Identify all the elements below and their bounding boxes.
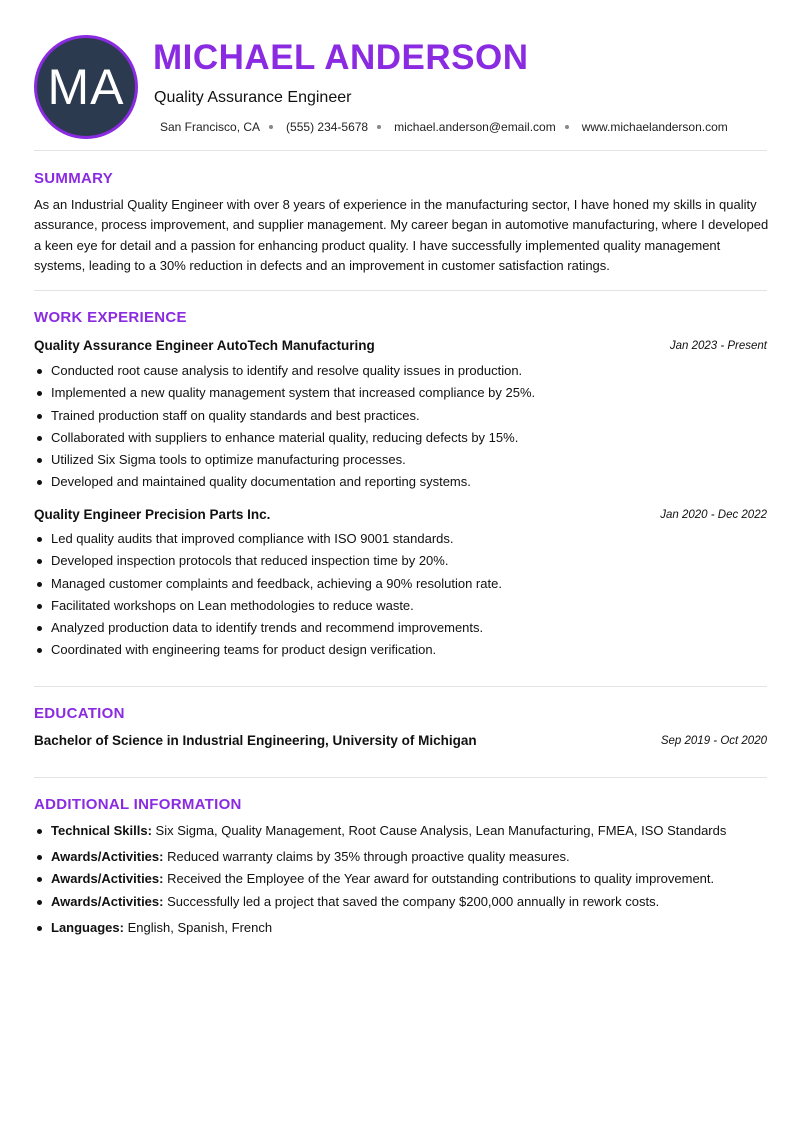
list-item: Developed and maintained quality documentation and reporting systems. [34,473,767,495]
separator-dot [377,125,381,129]
separator-dot [269,125,273,129]
item-label: Languages: [51,919,124,935]
job-bullets [34,362,767,496]
item-text: Six Sigma, Quality Management, Root Cause Analysis, Lean Manufacturing, FMEA, ISO Standards [151,823,727,838]
avatar [34,35,138,139]
list-item: Managed customer complaints and feedback, achieving a 90% resolution rate. [34,575,767,597]
divider [34,290,767,291]
item-text: Reduced warranty claims by 35% through proactive quality measures. [163,849,570,864]
contact-line [160,120,728,134]
list-item: Conducted root cause analysis to identify and resolve quality issues in production. [34,362,767,384]
contact-location: San Francisco, CA [160,120,261,134]
list-item: Implemented a new quality management system that increased compliance by 25%. [34,384,767,406]
job-date: Jan 2023 - Present [669,340,767,352]
divider [34,686,767,687]
item-text: Successfully led a project that saved the company $200,000 annually in rework costs. [163,893,660,909]
education-entry [34,733,767,751]
list-item: Analyzed production data to identify trends and recommend improvements. [34,619,767,641]
list-item [34,919,767,941]
education-date: Sep 2019 - Oct 2020 [660,735,767,747]
list-item: Collaborated with suppliers to enhance material quality, reducing defects by 15%. [34,429,767,451]
contact-website[interactable]: www.michaelanderson.com [581,120,728,134]
job-title: Quality Engineer Precision Parts Inc. [34,507,271,522]
divider [34,150,767,151]
item-label: Technical Skills: [51,823,152,838]
separator-dot [565,125,569,129]
candidate-name: MICHAEL ANDERSON [153,38,529,77]
item-text: English, Spanish, French [123,919,273,935]
item-label: Awards/Activities: [51,849,164,864]
list-item [34,870,767,892]
divider [34,777,767,778]
list-item: Facilitated workshops on Lean methodologies to reduce waste. [34,597,767,619]
resume-header [0,0,800,150]
list-item: Developed inspection protocols that reduced inspection time by 20%. [34,552,767,574]
item-label: Awards/Activities: [51,871,164,887]
list-item: Coordinated with engineering teams for product design verification. [34,641,767,663]
list-item [34,848,767,870]
list-item: Trained production staff on quality standards and best practices. [34,407,767,429]
section-title-experience: WORK EXPERIENCE [34,309,187,326]
job-header [34,338,767,356]
list-item [34,893,767,919]
list-item: Utilized Six Sigma tools to optimize manufacturing processes. [34,451,767,473]
job-header [34,507,767,525]
list-item [34,822,767,848]
contact-email[interactable]: michael.anderson@email.com [394,120,556,134]
job-title: Quality Assurance Engineer AutoTech Manufacturing [34,338,375,353]
additional-list [34,822,767,941]
section-title-education: EDUCATION [34,705,125,722]
job-date: Jan 2020 - Dec 2022 [660,509,767,521]
job-bullets [34,530,767,664]
item-label: Awards/Activities: [51,893,164,909]
contact-phone: (555) 234-5678 [286,120,369,134]
avatar-initials: MA [47,59,125,115]
degree: Bachelor of Science in Industrial Engineering, University of Michigan [34,733,477,748]
summary-text: As an Industrial Quality Engineer with over 8 years of experience in the manufacturing sector, I have honed my skills in quality assurance, process improvement, and supplier management. My career began in automotive manufacturing, where I developed a keen eye for detail and a passion for enhancing product quality. I have successfully implemented quality management systems, leading to a 30% reduction in defects and an improvement in customer satisfaction ratings. [34,197,769,273]
list-item: Led quality audits that improved compliance with ISO 9001 standards. [34,530,767,552]
item-text: Received the Employee of the Year award for outstanding contributions to quality improvement. [163,871,715,887]
candidate-role: Quality Assurance Engineer [154,89,352,106]
section-title-additional: ADDITIONAL INFORMATION [34,796,242,813]
section-title-summary: SUMMARY [34,170,114,187]
